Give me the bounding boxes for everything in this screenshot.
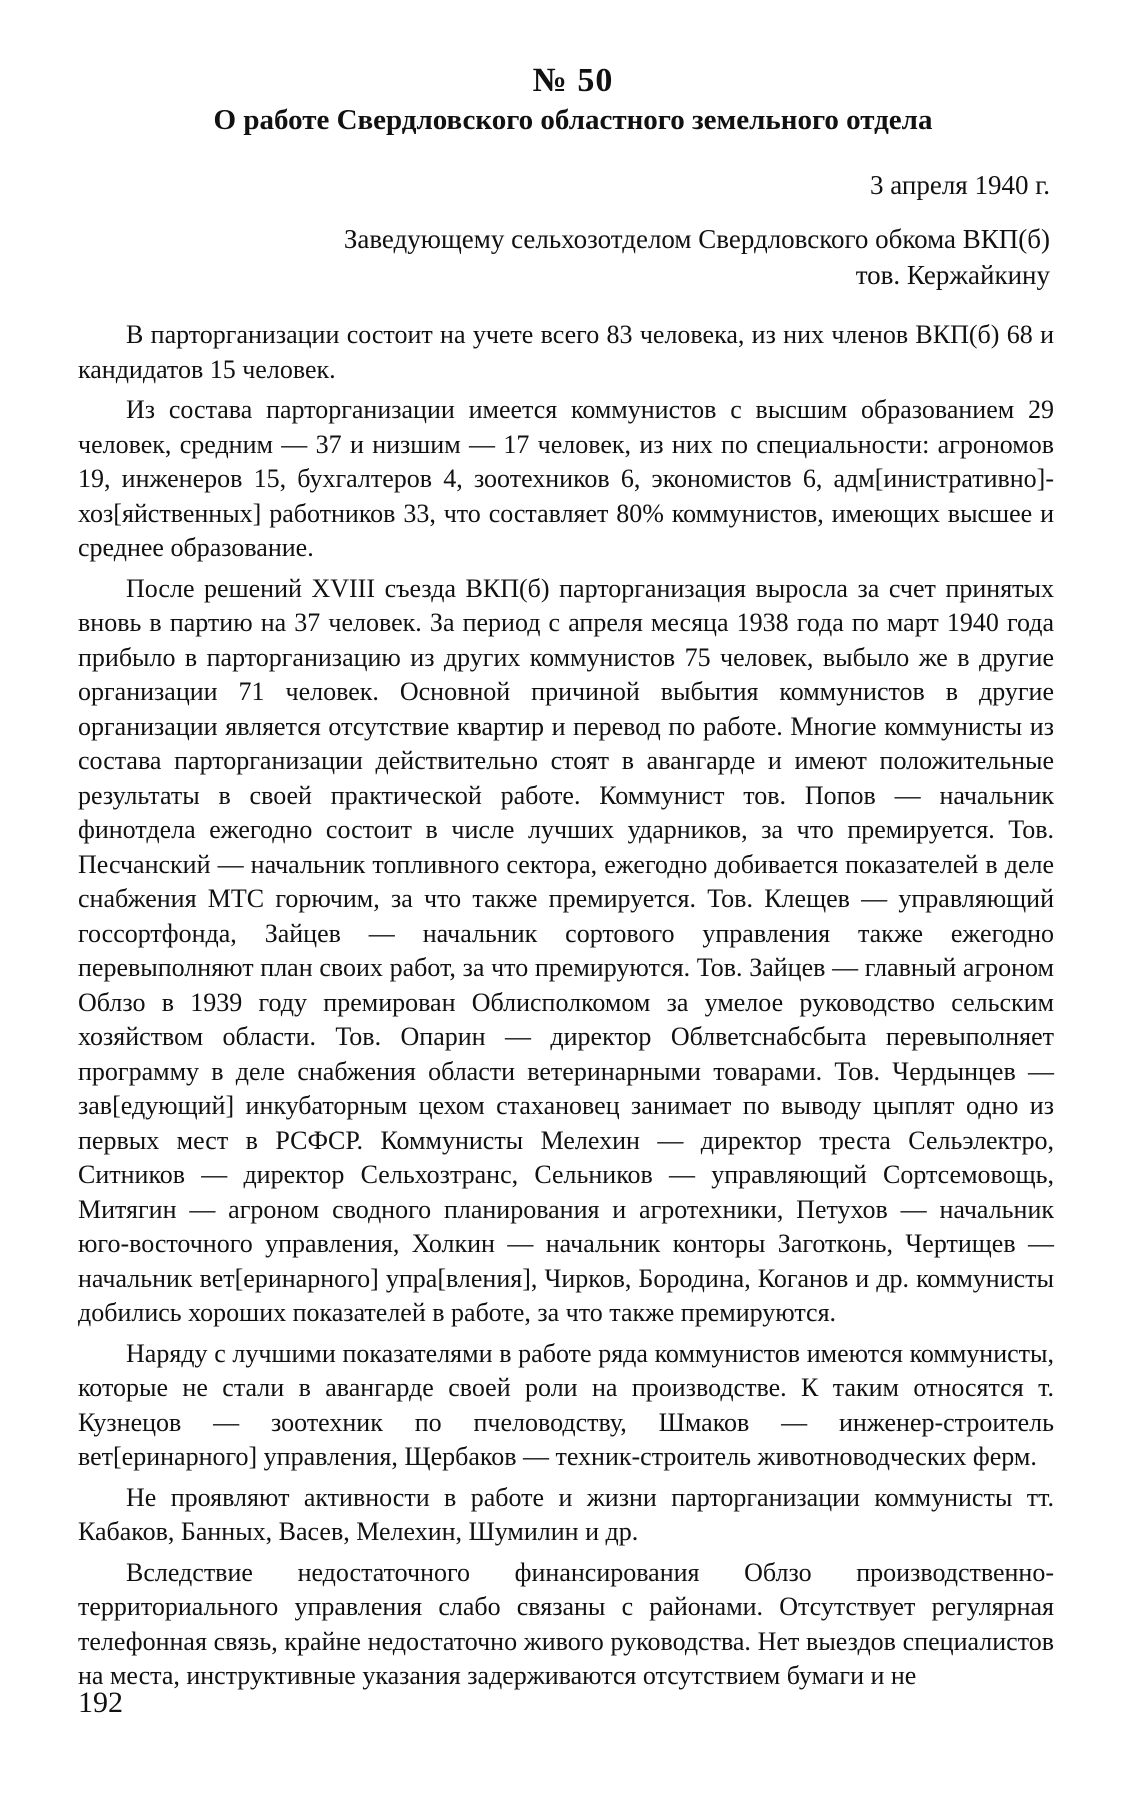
paragraph: Не проявляют активности в работе и жизни парторганизации коммунисты тт. Кабаков, Банных, Васев, Мелехин, Шумилин и др. [78, 1482, 1054, 1546]
recipient-name: тов. Кержайкину [855, 260, 1050, 290]
document-date: 3 апреля 1940 г. [870, 170, 1050, 200]
paragraph: В парторганизации состоит на учете всего 83 человека, из них членов ВКП(б) 68 и кандидатов 15 человек. [78, 320, 1054, 384]
document-number: № 50 [532, 62, 614, 99]
paragraph: Наряду с лучшими показателями в работе ряда коммунистов имеются коммунисты, которые не стали в авангарде своей роли на производстве. К таким относятся т. Кузнецов — зоотехник по пчеловодству, Шмаков — инженер-строитель вет[еринарного] управления, Щербаков — техник-строитель животноводческих ферм. [78, 1338, 1054, 1471]
paragraph: Из состава парторганизации имеется коммунистов с высшим образованием 29 человек, средним — 37 и низшим — 17 человек, из них по специальности: агрономов 19, инженеров 15, бухгалтеров 4, зоотехников 6, экономистов 6, адм[инистративно]-хоз[яйственных] работников 33, что составляет 80% коммунистов, имеющих высшее и среднее образование. [78, 395, 1054, 562]
recipient-position: Заведующему сельхозотделом Свердловского обкома ВКП(б) [343, 224, 1050, 254]
document-title: О работе Свердловского областного земельного отдела [213, 104, 933, 136]
paragraph: После решений XVIII съезда ВКП(б) парторганизация выросла за счет принятых вновь в партию на 37 человек. За период с апреля месяца 1938 года по март 1940 года прибыло в парторганизацию из других коммунистов 75 человек, выбыло же в другие организации 71 человек. Основной причиной выбытия коммунистов в другие организации является отсутствие квартир и перевод по работе. Многие коммунисты из состава парторганизации действительно стоят в авангарде и имеют положительные результаты в своей практической работе. Коммунист тов. Попов — начальник финотдела ежегодно состоит в числе лучших ударников, за что премируется. Тов. Песчанский — начальник топливного сектора, ежегодно добивается показателей в деле снабжения МТС горючим, за что также премируется. Тов. Клещев — управляющий госсортфонда, Зайцев — начальник сортового управления также ежегодно перевыполняют план своих работ, за что премируются. Тов. Зайцев — главный агроном Облзо в 1939 году премирован Облисполкомом за умелое руководство сельским хозяйством области. Тов. Опарин — директор Облветснабсбыта перевыполняет программу в деле снабжения области ветеринарными товарами. Тов. Чердынцев — зав[едующий] инкубаторным цехом стахановец занимает по выводу цыплят одно из первых мест в РСФСР. Коммунисты Мелехин — директор треста Сельэлектро, Ситников — директор Сельхозтранс, Сельников — управляющий Сортсемовощь, Митягин — агроном сводного планирования и агротехники, Петухов — начальник юго-восточного управления, Холкин — начальник конторы Заготконь, Чертищев — начальник вет[еринарного] упра[вления], Чирков, Бородина, Коганов и др. коммунисты добились хороших показателей в работе, за что также премируются. [78, 573, 1054, 1327]
document-body [78, 318, 1054, 1700]
paragraph: Вследствие недостаточного финансирования Облзо производственно-территориального управления слабо связаны с районами. Отсутствует регулярная телефонная связь, крайне недостаточно живого руководства. Нет выездов специалистов на места, инструктивные указания задерживаются отсутствием бумаги и не [78, 1557, 1054, 1690]
page-number: 192 [78, 1686, 123, 1719]
recipient-block [150, 221, 1050, 293]
